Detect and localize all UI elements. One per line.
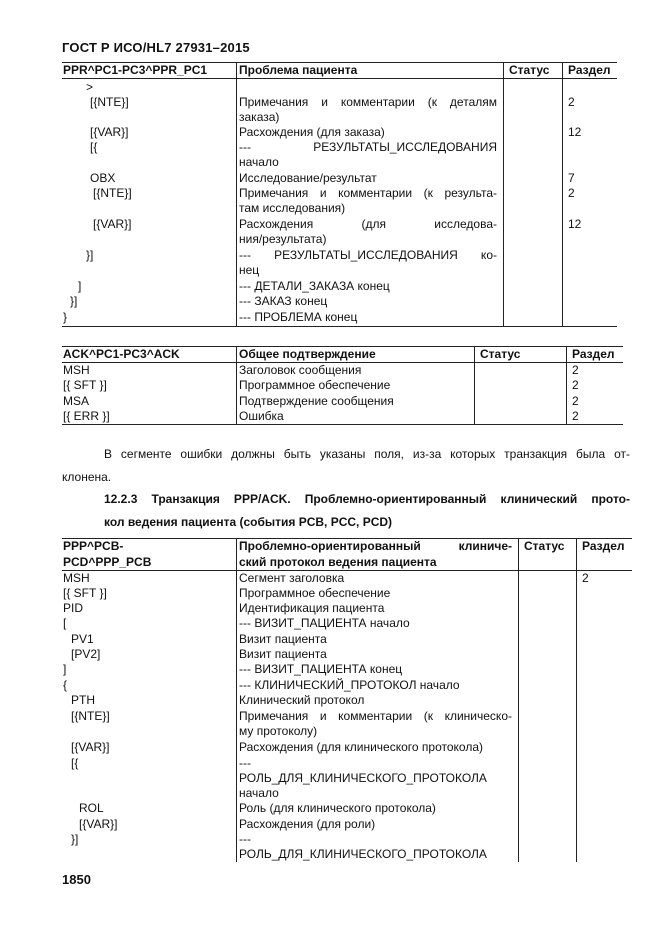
table-header-cell: Статус — [509, 63, 550, 77]
table-header-cell: Статус — [480, 347, 521, 361]
description-cell: --- ВИЗИТ_ПАЦИЕНТА начало — [239, 616, 410, 630]
body-paragraph-line: клонена. — [62, 470, 112, 484]
description-cell: Расхождения (для роли) — [239, 817, 376, 831]
description-cell: Примечания и комментарии (к результа- — [239, 186, 497, 200]
segment-cell: MSH — [63, 571, 90, 585]
description-cell: --- РЕЗУЛЬТАТЫ_ИССЛЕДОВАНИЯ ко- — [239, 248, 497, 262]
table-header-cell: Проблемно-ориентированный клиниче- — [239, 539, 512, 553]
description-cell: Расхождения (для клинического протокола) — [239, 740, 483, 754]
table-header-cell: Раздел — [572, 347, 615, 361]
page-number: 1850 — [62, 872, 91, 887]
table-header-cell: PPP^PCB- — [63, 539, 124, 553]
segment-cell: PID — [63, 601, 84, 615]
table-header-cell: Раздел — [568, 63, 611, 77]
segment-cell: [{NTE}] — [90, 95, 129, 109]
description-cell: Визит пациента — [239, 647, 327, 661]
section-cell: 2 — [572, 363, 579, 377]
segment-cell: { — [63, 678, 68, 692]
document-title: ГОСТ Р ИСО/HL7 27931–2015 — [62, 40, 250, 55]
table-header-cell: PPR^PC1-PC3^PPR_PC1 — [63, 63, 208, 77]
section-cell: 2 — [572, 378, 579, 392]
table-header-cell: Раздел — [582, 539, 625, 553]
table-header-cell: Статус — [524, 539, 565, 553]
segment-cell: [{ — [90, 140, 98, 154]
segment-cell: [{ — [71, 756, 79, 770]
section-cell: 2 — [582, 571, 589, 585]
description-cell: Заголовок сообщения — [239, 363, 362, 377]
segment-cell: [{ SFT }] — [63, 378, 107, 392]
segment-cell: [{ ERR }] — [63, 409, 110, 423]
segment-cell: ] — [78, 279, 82, 293]
section-cell: 2 — [572, 394, 579, 408]
section-cell: 2 — [572, 409, 579, 423]
table-header-cell: ACK^PC1-PC3^ACK — [63, 347, 180, 361]
section-cell: 2 — [568, 186, 575, 200]
section-cell: 12 — [568, 125, 582, 139]
segment-cell: [{VAR}] — [93, 217, 132, 231]
description-cell: --- ВИЗИТ_ПАЦИЕНТА конец — [239, 662, 403, 676]
description-cell: --- ПРОБЛЕМА конец — [239, 310, 358, 324]
segment-cell: [{ SFT }] — [63, 586, 107, 600]
description-cell: ния/результата) — [239, 232, 327, 246]
description-cell: начало — [239, 155, 279, 169]
description-cell: РОЛЬ_ДЛЯ_КЛИНИЧЕСКОГО_ПРОТОКОЛА — [239, 847, 487, 861]
segment-cell: PV1 — [71, 632, 94, 646]
description-cell: --- — [239, 756, 251, 770]
section-cell: 12 — [568, 217, 582, 231]
section-heading: кол ведения пациента (события PCB, PCC, PCD) — [104, 515, 393, 529]
segment-cell: }] — [86, 248, 94, 262]
segment-cell: [{VAR}] — [90, 125, 129, 139]
segment-cell: MSA — [63, 394, 90, 408]
segment-cell: }] — [71, 832, 79, 846]
description-cell: Исследование/результат — [239, 171, 377, 185]
description-cell: --- ЗАКАЗ конец — [239, 294, 328, 308]
segment-cell: [{VAR}] — [79, 817, 118, 831]
description-cell: Ошибка — [239, 409, 284, 423]
description-cell: Примечания и комментарии (к деталям — [239, 95, 497, 109]
description-cell: --- ДЕТАЛИ_ЗАКАЗА конец — [239, 279, 390, 293]
description-cell: Клинический протокол — [239, 693, 365, 707]
description-cell: Сегмент заголовка — [239, 571, 345, 585]
description-cell: Подтверждение сообщения — [239, 394, 394, 408]
segment-cell: MSH — [63, 363, 90, 377]
segment-cell: [ — [63, 616, 67, 630]
segment-cell: } — [63, 310, 68, 324]
description-cell: --- — [239, 832, 251, 846]
table-header-cell: Общее подтверждение — [239, 347, 376, 361]
description-cell: Программное обеспечение — [239, 586, 391, 600]
description-cell: --- КЛИНИЧЕСКИЙ_ПРОТОКОЛ начало — [239, 678, 460, 692]
section-cell: 7 — [568, 171, 575, 185]
segment-cell: [PV2] — [71, 647, 101, 661]
description-cell: там исследования) — [239, 201, 346, 215]
body-paragraph-line: В сегменте ошибки должны быть указаны поля, из-за которых транзакция была от- — [104, 447, 630, 461]
table-header-cell: PCD^PPP_PCB — [63, 555, 152, 569]
description-cell: Расхождения (для исследова- — [239, 217, 497, 231]
description-cell: начало — [239, 786, 279, 800]
description-cell: Программное обеспечение — [239, 378, 391, 392]
description-cell: заказа) — [239, 110, 280, 124]
description-cell: нец — [239, 263, 260, 277]
segment-cell: [{NTE}] — [93, 186, 132, 200]
segment-cell: ROL — [79, 801, 104, 815]
segment-cell: [{VAR}] — [71, 740, 110, 754]
description-cell: РОЛЬ_ДЛЯ_КЛИНИЧЕСКОГО_ПРОТОКОЛА — [239, 771, 487, 785]
segment-cell: OBX — [90, 171, 116, 185]
description-cell: Роль (для клинического протокола) — [239, 801, 436, 815]
description-cell: --- РЕЗУЛЬТАТЫ_ИССЛЕДОВАНИЯ — [239, 140, 497, 154]
segment-cell: ] — [63, 662, 67, 676]
section-cell: 2 — [568, 95, 575, 109]
segment-cell: > — [86, 80, 94, 94]
segment-cell: }] — [70, 294, 78, 308]
description-cell: Расхождения (для заказа) — [239, 125, 385, 139]
description-cell: Идентификация пациента — [239, 601, 385, 615]
segment-cell: [{NTE}] — [71, 709, 110, 723]
segment-cell: PTH — [71, 693, 95, 707]
description-cell: Визит пациента — [239, 632, 327, 646]
table-header-cell: ский протокол ведения пациента — [239, 555, 437, 569]
section-heading: 12.2.3 Транзакция PPP/ACK. Проблемно-ориентированный клинический прото- — [104, 492, 630, 506]
description-cell: Примечания и комментарии (к клиническо- — [239, 709, 512, 723]
table-header-cell: Проблема пациента — [239, 63, 358, 77]
description-cell: му протоколу) — [239, 724, 318, 738]
